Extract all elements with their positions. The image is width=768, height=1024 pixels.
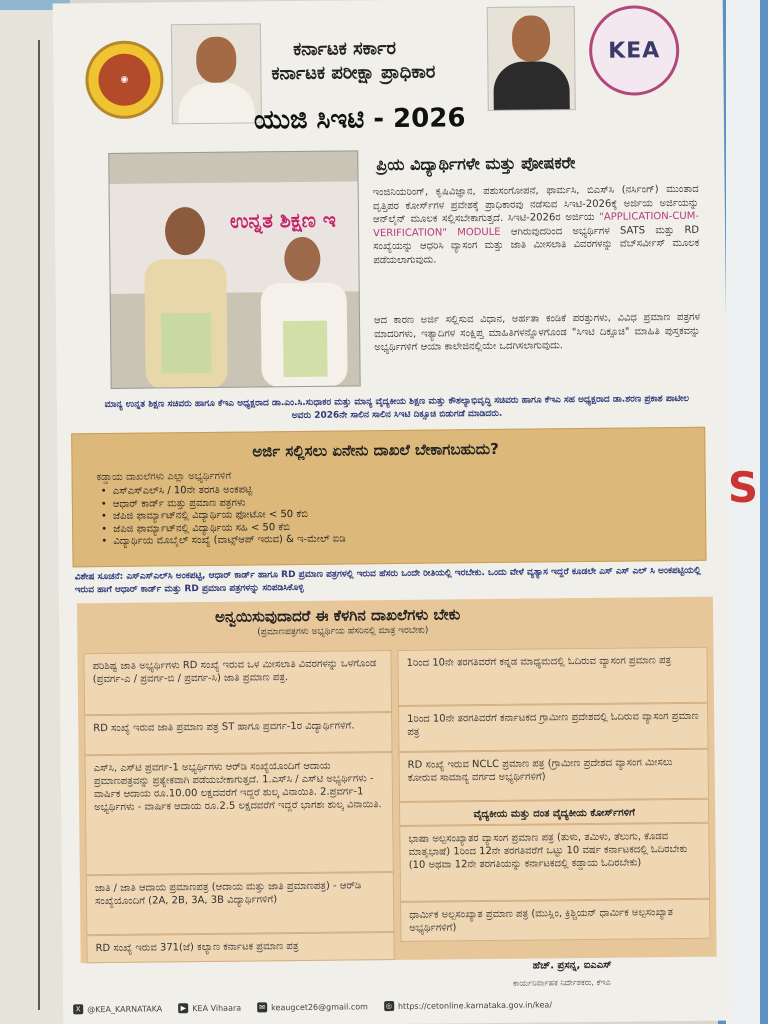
list-item: • ಜೆಪಿಜಿ ಫಾರ್ಮ್ಯಾಟ್‌ನಲ್ಲಿ ವಿದ್ಯಾರ್ಥಿಯ ಫೋಟೋ < 50 ಕೆಬಿ — [101, 508, 345, 523]
applicable-documents-table — [77, 597, 717, 964]
list-item: • ಎಸ್‌ಎಸ್‌ಎಲ್‌ಸಿ / 10ನೇ ತರಗತಿ ಅಂಕಪಟ್ಟಿ — [101, 484, 345, 499]
youtube-handle-text: KEA Vihaara — [192, 1003, 242, 1013]
website-text: https://cetonline.karnataka.gov.in/kea/ — [397, 999, 553, 1011]
chief-minister-photo — [171, 23, 262, 124]
documents-list — [101, 484, 346, 549]
karnataka-emblem-logo — [85, 40, 164, 119]
ad-headline: ಯುಜಿ ಸಿಇಟಿ - 2026 — [253, 103, 466, 136]
table-cell-left-4: ಜಾತಿ / ಜಾತಿ ಆದಾಯ ಪ್ರಮಾಣಪತ್ರ (ಆದಾಯ ಮತ್ತು ಜಾತಿ ಪ್ರಮಾಣಪತ್ರ) - ಆರ್‌ಡಿ ಸಂಖ್ಯೆಯೊಂದಿಗೆ (2A, 2B, 3A, 3B ವಿದ್ಯಾರ್ಥಿಗಳಿಗೆ) — [86, 872, 395, 935]
globe-icon: ◎ — [385, 1002, 393, 1011]
event-banner-text: ಉನ್ನತ ಶಿಕ್ಷಣ ಇ — [229, 207, 336, 233]
list-item: • ವಿದ್ಯಾರ್ಥಿಯ ಮೊಬೈಲ್ ಸಂಖ್ಯೆ (ವಾಟ್ಸ್‌ಆಪ್ ಇರುವ) & ಇ-ಮೇಲ್ ಐಡಿ — [101, 533, 345, 548]
ad-footer — [73, 993, 723, 1020]
portrait-head — [196, 37, 236, 83]
signatory-title: ಕಾರ್ಯನಿರ್ವಾಹಕ ನಿರ್ದೇಶಕರು, ಕೆಇಎ — [512, 977, 611, 988]
launch-event-photo — [108, 150, 360, 389]
table-cell-left-3: ಎಸ್‌ಸಿ, ಎಸ್‌ಟಿ ಪ್ರವರ್ಗ-1 ಅಭ್ಯರ್ಥಿಗಳು ಆರ್‌ಡಿ ಸಂಖ್ಯೆಯೊಂದಿಗೆ ಆದಾಯ ಪ್ರಮಾಣಪತ್ರವನ್ನು ಪ್ರತ್ಯೇಕವಾಗಿ ಪಡೆಯಬೇಕಾಗುತ್ತದೆ. 1.ಎಸ್‌ಸಿ / ಎಸ್‌ಟಿ ಅಭ್ಯರ್ಥಿಗಳು - ವಾರ್ಷಿಕ ಆದಾಯ ರೂ.10.00 ಲಕ್ಷದವರೆಗೆ ಇದ್ದರೆ ಶುಲ್ಕ ವಿನಾಯಿತಿ. 2.ಪ್ರವರ್ಗ-1 ಅಭ್ಯರ್ಥಿಗಳು - ವಾರ್ಷಿಕ ಆದಾಯ ರೂ.2.5 ಲಕ್ಷದವರೆಗೆ ಇದ್ದರೆ ಭಾಗಶಃ ಶುಲ್ಕ ವಿನಾಯಿತಿ. — [85, 752, 394, 875]
portrait-body — [493, 61, 570, 111]
table-cell-right-4: ಭಾಷಾ ಅಲ್ಪಸಂಖ್ಯಾತರ ವ್ಯಾಸಂಗ ಪ್ರಮಾಣ ಪತ್ರ (ತುಳು, ತಮಿಳು, ತೆಲುಗು, ಕೊಡವ ಮಾತೃಭಾಷೆ) 1ರಿಂದ 12ನೇ ತರಗತಿವರೆಗೆ ಒಟ್ಟು 10 ವರ್ಷ ಕರ್ನಾಟಕದಲ್ಲಿ ಓದಿರಬೇಕು (10 ಅಥವಾ 12ನೇ ತರಗತಿಯನ್ನು ಕರ್ನಾಟಕದಲ್ಲಿ ಕಡ್ಡಾಯ ಓದಿರಬೇಕು) — [399, 823, 710, 902]
x-icon: X — [73, 1004, 83, 1014]
table-cell-right-3: RD ಸಂಖ್ಯೆ ಇರುವ NCLC ಪ್ರಮಾಣ ಪತ್ರ (ಗ್ರಾಮೀಣ ಪ್ರದೇಶದ ವ್ಯಾಸಂಗ ಮೀಸಲು ಕೋರುವ ಸಾಮಾನ್ಯ ವರ್ಗದ ಅಭ್ಯರ್ಥಿಗಳಿಗೆ) — [399, 749, 710, 802]
table-cell-left-1: ಪರಿಶಿಷ್ಟ ಜಾತಿ ಅಭ್ಯರ್ಥಿಗಳು RD ಸಂಖ್ಯೆ ಇರುವ ಒಳ ಮೀಸಲಾತಿ ವಿವರಗಳನ್ನು ಒಳಗೊಂಡ (ಪ್ರವರ್ಗ-ಎ / ಪ್ರವರ್ಗ-ಬಿ / ಪ್ರವರ್ಗ-ಸಿ) ಜಾತಿ ಪ್ರಮಾಣ ಪತ್ರ. — [83, 650, 392, 715]
documents-subtitle: ಕಡ್ಡಾಯ ದಾಖಲೆಗಳು ಎಲ್ಲಾ ಅಭ್ಯರ್ಥಿಗಳಿಗೆ — [96, 470, 232, 484]
portrait-body — [178, 82, 254, 124]
govt-name: ಕರ್ನಾಟಕ ಸರ್ಕಾರ — [293, 37, 397, 61]
mail-icon: ✉ — [257, 1002, 267, 1012]
table-cell-right-heading: ವೈದ್ಯಕೀಯ ಮತ್ತು ದಂತ ವೈದ್ಯಕೀಯ ಕೋರ್ಸ್‌ಗಳಿಗೆ — [399, 799, 709, 826]
list-item: • ಆಧಾರ್ ಕಾರ್ಡ್ ಮತ್ತು ಪ್ರಮಾಣ ಪತ್ರಗಳು — [101, 496, 345, 511]
left-rule-line — [38, 40, 40, 1010]
table-cell-right-5: ಧಾರ್ಮಿಕ ಅಲ್ಪಸಂಖ್ಯಾತ ಪ್ರಮಾಣ ಪತ್ರ (ಮುಸ್ಲಿಂ, ಕ್ರಿಶ್ಚಿಯನ್ ಧಾರ್ಮಿಕ ಅಲ್ಪಸಂಖ್ಯಾತ ಅಭ್ಯರ್ಥಿಗಳಿಗೆ) — [400, 899, 710, 942]
paragraph-1-text: ಇಂಜಿನಿಯರಿಂಗ್, ಕೃಷಿವಿಜ್ಞಾನ, ಪಶುಸಂಗೋಪನೆ, ಫಾರ್ಮಸಿ, ಬಿಎಸ್‌ಸಿ (ನರ್ಸಿಂಗ್) ಮುಂತಾದ ವೃತ್ತಿಪರ ಕೋರ್ಸ್‌ಗಳ ಪ್ರವೇಶಕ್ಕೆ ಪ್ರಾಧಿಕಾರವು ನಡೆಸುವ ಸಿಇಟಿ-2026ಕ್ಕೆ ಅರ್ಜಿಯ ಅರ್ಜಿಯನ್ನು ಆನ್‌ಲೈನ್ ಮೂಲಕ ಸಲ್ಲಿಸಬೇಕಾಗುತ್ತದೆ. ಸಿಇಟಿ-2026ರ ಅರ್ಜಿಯ — [372, 183, 699, 226]
website-link[interactable] — [384, 999, 552, 1011]
email-contact[interactable] — [257, 1001, 368, 1012]
table-cell-left-5: RD ಸಂಖ್ಯೆ ಇರುವ 371(ಜೆ) ಕಲ್ಯಾಣ ಕರ್ನಾಟಕ ಪ್ರಮಾಣ ಪತ್ರ — [86, 932, 394, 963]
newspaper-ad — [53, 0, 734, 1024]
paragraph-1-text-cont: ಆಗಿರುವುದರಿಂದ ಅಭ್ಯರ್ಥಿಗಳ SATS ಮತ್ತು RD ಸಂಖ್ಯೆಯನ್ನು ಆಧರಿಸಿ ವ್ಯಾಸಂಗ ಮತ್ತು ಜಾತಿ ಮೀಸಲಾತಿ ವಿವರಗಳನ್ನು ವೆಬ್‌ಸರ್ವೀಸ್ ಮೂಲಕ ಪಡೆಯಲಾಗುವುದು. — [373, 224, 700, 266]
table-title: ಅನ್ವಯಿಸುವುದಾದರೆ ಈ ಕೆಳಗಿನ ದಾಖಲೆಗಳು ಬೇಕು — [214, 605, 461, 626]
minister-figure-left — [130, 203, 242, 389]
ad-header — [53, 0, 725, 154]
required-documents-box — [71, 427, 706, 568]
right-red-letters: S — [727, 463, 759, 512]
emblem-icon: ◉ — [98, 54, 151, 107]
signatory-name: ಹೆಚ್. ಪ್ರಸನ್ನ, ಐಎಎಸ್ — [532, 959, 612, 972]
documents-title: ಅರ್ಜಿ ಸಲ್ಲಿಸಲು ಏನೇನು ದಾಖಲೆ ಬೇಕಾಗಬಹುದು? — [252, 439, 499, 461]
x-handle[interactable] — [73, 1003, 162, 1014]
kea-logo — [589, 5, 680, 96]
deputy-chief-minister-photo — [487, 6, 576, 111]
table-cell-left-2: RD ಸಂಖ್ಯೆ ಇರುವ ಜಾತಿ ಪ್ರಮಾಣ ಪತ್ರ ST ಹಾಗೂ ಪ್ರವರ್ಗ-1ರ ವಿದ್ಯಾರ್ಥಿಗಳಿಗೆ. — [84, 712, 392, 755]
youtube-handle[interactable] — [178, 1003, 241, 1014]
table-subtitle: (ಪ್ರಮಾಣಪತ್ರಗಳು ಅಭ್ಯರ್ಥಿಯ ಹೆಸರಿನಲ್ಲಿ ಮಾತ್ರ ಇರಬೇಕು) — [257, 625, 429, 638]
special-notice: ವಿಶೇಷ ಸೂಚನೆ: ಎಸ್‌ಎಸ್‌ಎಲ್‌ಸಿ ಅಂಕಪಟ್ಟಿ, ಆಧಾರ್ ಕಾರ್ಡ್ ಹಾಗೂ RD ಪ್ರಮಾಣ ಪತ್ರಗಳಲ್ಲಿ ಇರುವ ಹೆಸರು ಒಂದೇ ರೀತಿಯಲ್ಲಿ ಇರಬೇಕು. ಒಂದು ವೇಳೆ ವ್ಯತ್ಯಾಸ ಇದ್ದರೆ ಕೂಡಲೇ ಎಸ್ ಎಸ್ ಎಲ್ ಸಿ ಅಂಕಪಟ್ಟಿಯಲ್ಲಿ ಇರುವ ಹಾಗೆ ಆಧಾರ್ ಕಾರ್ಡ್ ಮತ್ತು RD ಪ್ರಮಾಣ ಪತ್ರಗಳನ್ನು ಸರಿಪಡಿಸಿಕೊಳ್ಳಿ — [74, 565, 701, 596]
x-handle-text: @KEA_KARNATAKA — [87, 1003, 163, 1014]
youtube-icon: ▶ — [178, 1003, 188, 1013]
module-highlight: "APPLICATION-CUM-VERIFICATION" MODULE — [373, 210, 699, 239]
table-cell-right-1: 1ರಿಂದ 10ನೇ ತರಗತಿವರೆಗೆ ಕನ್ನಡ ಮಾಧ್ಯಮದಲ್ಲಿ ಓದಿರುವ ವ್ಯಾಸಂಗ ಪ್ರಮಾಣ ಪತ್ರ — [397, 647, 708, 706]
portrait-head — [512, 15, 550, 61]
article-paragraph-2: ಆದ ಕಾರಣ ಅರ್ಜಿ ಸಲ್ಲಿಸುವ ವಿಧಾನ, ಅರ್ಹತಾ ಕಂಡಿಕೆ ಪರತ್ತುಗಳು, ವಿವಿಧ ಪ್ರಮಾಣ ಪತ್ರಗಳ ಮಾದರಿಗಳು, ಇತ್ಯಾದಿಗಳ ಸಂಕ್ಷಿಪ್ತ ಮಾಹಿತಿಗಳನ್ನೊಳಗೊಂಡ "ಸಿಇಟಿ ದಿಕ್ಸೂಚಿ" ಮಾಹಿತಿ ಪುಸ್ತಕವನ್ನು ಅಭ್ಯರ್ಥಿಗಳಿಗೆ ಆಯಾ ಕಾಲೇಜಿನಲ್ಲಿಯೇ ಒದಗಿಸಲಾಗುವುದು. — [373, 311, 701, 354]
article-greeting: ಪ್ರಿಯ ವಿದ್ಯಾರ್ಥಿಗಳೇ ಮತ್ತು ಪೋಷಕರೇ — [376, 153, 576, 175]
email-text: keaugcet26@gmail.com — [271, 1001, 369, 1012]
article-paragraph-1 — [373, 183, 700, 267]
table-cell-right-2: 1ರಿಂದ 10ನೇ ತರಗತಿವರೆಗೆ ಕರ್ನಾಟಕದ ಗ್ರಾಮೀಣ ಪ್ರದೇಶದಲ್ಲಿ ಓದಿರುವ ವ್ಯಾಸಂಗ ಪ್ರಮಾಣ ಪತ್ರ — [398, 703, 708, 752]
authority-name: ಕರ್ನಾಟಕ ಪರೀಕ್ಷಾ ಪ್ರಾಧಿಕಾರ — [271, 61, 436, 85]
list-item: • ಜೆಪಿಜಿ ಫಾರ್ಮ್ಯಾಟ್‌ನಲ್ಲಿ ವಿದ್ಯಾರ್ಥಿಯ ಸಹಿ < 50 ಕೆಬಿ — [101, 521, 345, 536]
minister-figure-right — [250, 236, 357, 387]
photo-caption: ಮಾನ್ಯ ಉನ್ನತ ಶಿಕ್ಷಣ ಸಚಿವರು ಹಾಗೂ ಕೆಇಎ ಅಧ್ಯಕ್ಷರಾದ ಡಾ.ಎಂ.ಸಿ.ಸುಧಾಕರ ಮತ್ತು ಮಾನ್ಯ ವೈದ್ಯಕೀಯ ಶಿಕ್ಷಣ ಮತ್ತು ಕೌಶಲ್ಯಾಭಿವೃದ್ಧಿ ಸಚಿವರು ಹಾಗೂ ಕೆಇಎ ಸಹ ಅಧ್ಯಕ್ಷರಾದ ಡಾ.ಶರಣ ಪ್ರಕಾಶ ಪಾಟೀಲ ಅವರು 2026ನೇ ಸಾಲಿನ ಸಾಲಿನ ಸಿಇಟಿ ದಿಕ್ಸೂಚಿ ಬಿಡುಗಡೆ ಮಾಡಿದರು. — [104, 393, 690, 422]
kea-logo-text: KEA — [607, 37, 661, 64]
